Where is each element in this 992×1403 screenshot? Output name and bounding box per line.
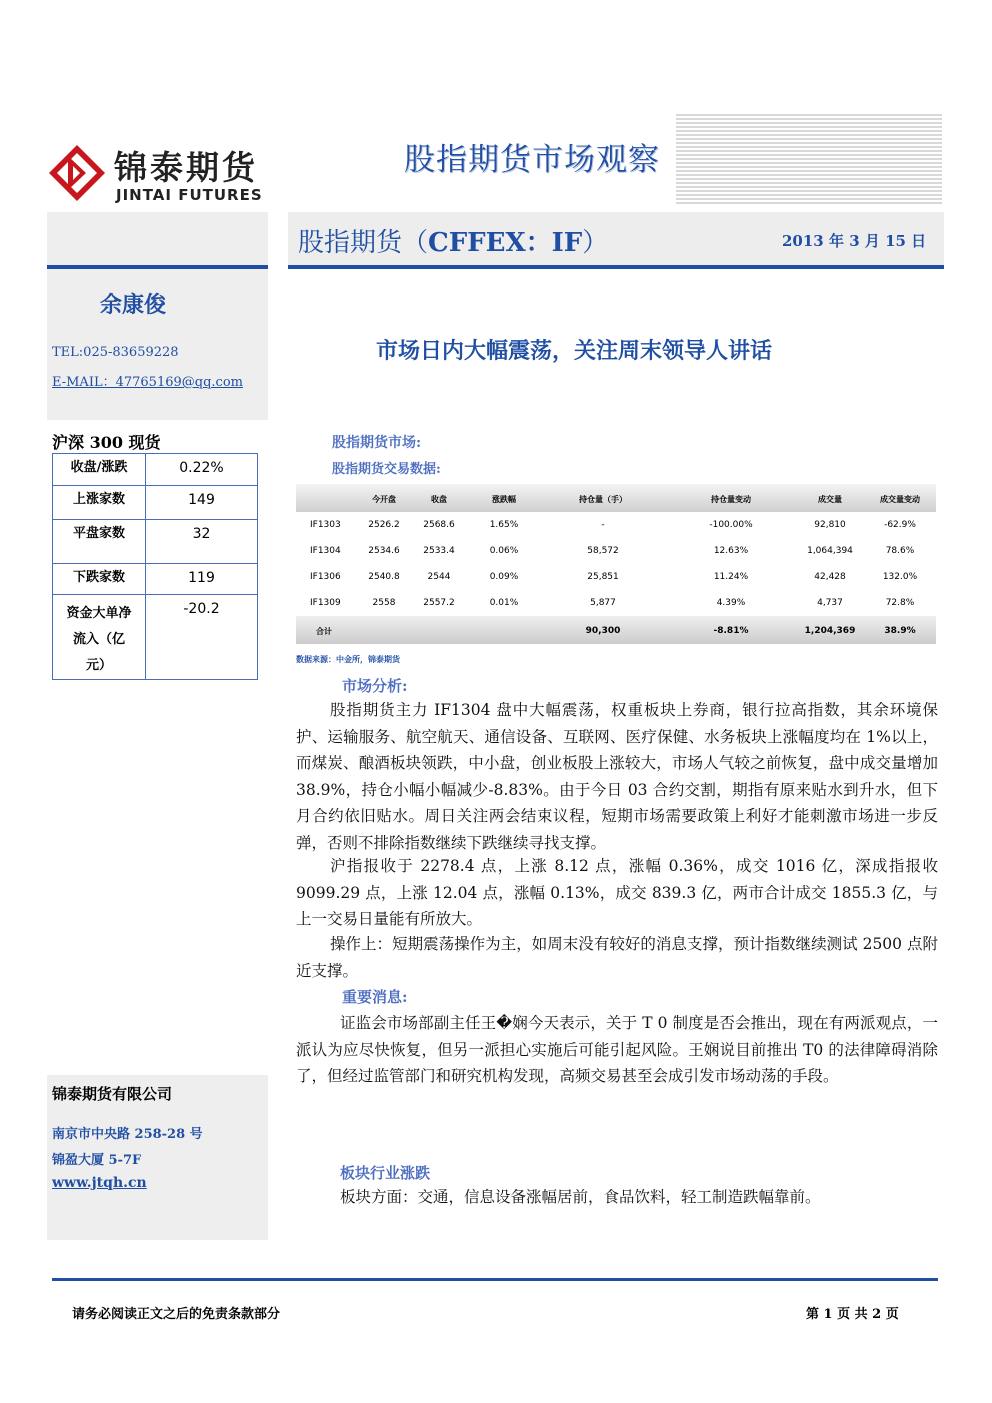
table-cell: IF1303 — [310, 520, 341, 530]
product-name-suffix: ） — [582, 228, 609, 258]
table-cell: 25,851 — [587, 572, 619, 582]
table-row — [296, 538, 936, 564]
author-name: 余康俊 — [100, 292, 167, 318]
table-header-row — [296, 484, 936, 512]
table-cell: 2533.4 — [423, 546, 455, 556]
analysis-paragraph: 股指期货主力 IF1304 盘中大幅震荡，权重板块上券商，银行拉高指数，其余环境保护、运输服务、航空航天、通信设备、互联网、医疗保健、水务板块上涨幅度均在 1%以上，而煤炭、酿酒板块领跌，中小盘，创业板股上涨较大，市场人气较之前恢复，盘中成交量增加 38.9%，持仓小幅小幅减少-8.83%。由于今日 03 合约交割，期指有原来贴水到升水，但下月合约依旧贴水。周日关注两会结束议程，短期市场需要政策上利好才能刺激市场进一步反弹，否则不排除指数继续下跌继续寻找支撑。 — [296, 701, 938, 852]
data-source-note: 数据来源：中金所，锦泰期货 — [296, 654, 400, 664]
table-cell: 38.9% — [884, 626, 916, 636]
column-header: 成交量变动 — [880, 494, 920, 504]
analysis-paragraph: 操作上：短期震荡操作为主，如周末没有较好的消息支撑，预计指数继续测试 2500 点附近支撑。 — [296, 935, 938, 980]
table-cell: 78.6% — [885, 546, 915, 556]
stat-value: 119 — [146, 564, 258, 595]
table-row — [53, 595, 258, 680]
news-paragraph: 证监会市场部副主任王�娴今天表示，关于 T 0 制度是否会推出，现在有两派观点，一派认为应尽快恢复，但另一派担心实施后可能引起风险。王娴说目前推出 T0 的法律障碍消除了，但经过监管部门和研究机构发现，高频交易甚至会成引发市场动荡的手段。 — [296, 1014, 938, 1085]
analysis-paragraph: 沪指报收于 2278.4 点，上涨 8.12 点，涨幅 0.36%，成交 1016 亿，深成指报收 9099.29 点，上涨 12.04 点，涨幅 0.13%，成交 839.3 亿，两市合计成交 1855.3 亿，与上一交易日量能有所放大。 — [296, 857, 938, 928]
sector-paragraph: 板块方面：交通，信息设备涨幅居前，食品饮料，轻工制造跌幅靠前。 — [340, 1188, 821, 1206]
product-code: CFFEX：IF — [428, 228, 583, 258]
author-phone: TEL:025-83659228 — [52, 345, 179, 360]
sidebar-divider — [47, 265, 268, 269]
table-cell: 2534.6 — [368, 546, 400, 556]
jintai-diamond-logo-icon — [48, 144, 106, 202]
stat-value: -20.2 — [146, 595, 258, 680]
table-cell: 1,064,394 — [807, 546, 853, 556]
company-address-line2: 锦盈大厦 5-7F — [52, 1153, 142, 1168]
table-row — [296, 590, 936, 616]
table-cell: -100.00% — [709, 520, 753, 530]
table-cell: IF1306 — [310, 572, 341, 582]
table-cell: 2526.2 — [368, 520, 400, 530]
table-row — [53, 520, 258, 564]
company-address-line1: 南京市中央路 258-28 号 — [52, 1127, 203, 1142]
product-name — [298, 222, 608, 259]
market-section-title: 股指期货市场: — [332, 435, 422, 451]
footer-page-number: 第 1 页 共 2 页 — [806, 1307, 899, 1322]
report-title: 股指期货市场观察 — [404, 142, 660, 178]
table-row — [53, 454, 258, 486]
table-cell: -62.9% — [884, 520, 916, 530]
author-email-link[interactable]: E-MAIL：47765169@qq.com — [52, 375, 243, 390]
table-cell: 2568.6 — [423, 520, 455, 530]
table-cell: 90,300 — [585, 626, 621, 636]
analysis-section-title: 市场分析: — [342, 677, 408, 695]
footer-disclaimer: 请务必阅读正文之后的免责条款部分 — [72, 1307, 281, 1322]
column-header: 持仓量变动 — [711, 494, 751, 504]
logo-chinese-name: 锦泰期货 — [114, 148, 258, 187]
footer-divider — [52, 1278, 938, 1281]
table-row — [53, 564, 258, 595]
stat-label: 收盘/涨跌 — [53, 454, 146, 486]
column-header: 收盘 — [431, 494, 447, 504]
column-header: 持仓量（手） — [579, 494, 627, 504]
column-header: 成交量 — [818, 494, 842, 504]
company-name: 锦泰期货有限公司 — [52, 1085, 173, 1103]
spot-stats-table — [52, 453, 258, 680]
table-cell: 2540.8 — [368, 572, 400, 582]
table-cell: 92,810 — [814, 520, 846, 530]
product-name-prefix: 股指期货（ — [298, 228, 429, 258]
header-stripe-decoration — [676, 114, 942, 206]
table-cell: 72.8% — [885, 598, 915, 608]
table-cell: 132.0% — [882, 572, 918, 582]
stat-label: 下跌家数 — [53, 564, 146, 595]
table-cell: 2544 — [427, 572, 451, 582]
table-cell: 12.63% — [713, 546, 749, 556]
column-header: 今开盘 — [372, 494, 396, 504]
table-cell: 合计 — [316, 626, 332, 636]
column-header: 涨跌幅 — [492, 494, 516, 504]
table-total-row — [296, 616, 936, 644]
table-cell: 4,737 — [817, 598, 843, 608]
table-cell: 58,572 — [587, 546, 619, 556]
table-cell: IF1304 — [310, 546, 341, 556]
sector-section-title: 板块行业涨跌 — [340, 1164, 431, 1182]
stats-title: 沪深 300 现货 — [52, 433, 161, 452]
headline: 市场日内大幅震荡，关注周末领导人讲话 — [376, 338, 773, 364]
table-cell: 1,204,369 — [804, 626, 856, 636]
table-cell: - — [601, 520, 605, 530]
table-row — [296, 512, 936, 538]
table-cell: 2557.2 — [423, 598, 455, 608]
stat-value: 149 — [146, 486, 258, 520]
table-cell: 42,428 — [814, 572, 846, 582]
table-cell: 1.65% — [489, 520, 519, 530]
stat-value: 0.22% — [146, 454, 258, 486]
stat-label: 资金大单净流入（亿元） — [53, 595, 146, 680]
table-row — [296, 564, 936, 590]
company-logo — [48, 140, 278, 210]
table-cell: 0.09% — [489, 572, 519, 582]
stat-value: 32 — [146, 520, 258, 564]
company-website-link[interactable]: www.jtqh.cn — [52, 1175, 147, 1191]
report-date: 2013 年 3 月 15 日 — [782, 232, 927, 250]
stat-label: 上涨家数 — [53, 486, 146, 520]
table-cell: 0.06% — [489, 546, 519, 556]
table-cell: 2558 — [372, 598, 396, 608]
table-cell: 11.24% — [713, 572, 749, 582]
table-cell: 4.39% — [716, 598, 746, 608]
table-cell: 0.01% — [489, 598, 519, 608]
news-section-title: 重要消息: — [342, 988, 408, 1006]
table-cell: -8.81% — [713, 626, 749, 636]
futures-trading-table — [296, 484, 936, 644]
market-table-title: 股指期货交易数据: — [332, 462, 441, 477]
stat-label: 平盘家数 — [53, 520, 146, 564]
logo-english-name: JINTAI FUTURES — [116, 186, 263, 204]
table-cell: IF1309 — [310, 598, 341, 608]
table-row — [53, 486, 258, 520]
table-cell: 5,877 — [590, 598, 616, 608]
